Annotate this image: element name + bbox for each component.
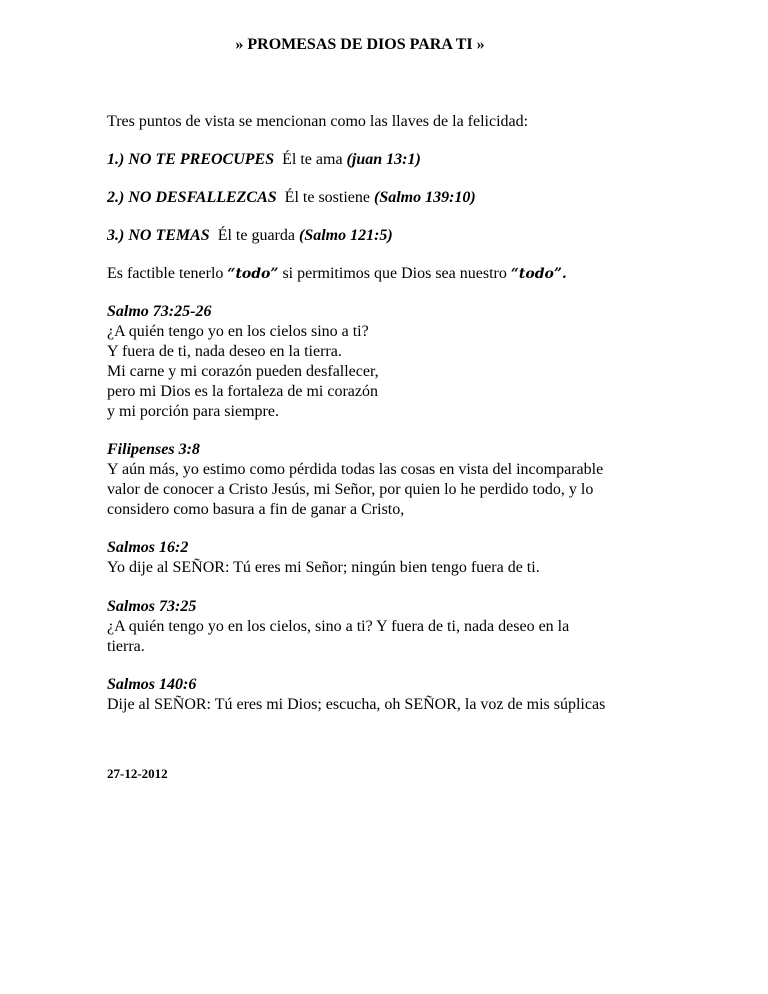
verse-line: Y aún más, yo estimo como pérdida todas las cosas en vista del incomparable (107, 461, 604, 478)
verse-salmos-16-2 (107, 538, 667, 578)
verse-line: Dije al SEÑOR: Tú eres mi Dios; escucha, oh SEÑOR, la voz de mis súplicas (107, 696, 606, 713)
factible-text-middle: si permitimos que Dios sea nuestro (282, 265, 507, 282)
point-1 (107, 150, 667, 170)
verse-reference: Salmo 73:25-26 (107, 303, 212, 320)
point-label: 3.) NO TEMAS (107, 227, 210, 244)
point-reference: (Salmo 121:5) (298, 227, 393, 244)
todo-emphasis: “todo”. (510, 266, 567, 282)
document-date: 27-12-2012 (107, 766, 168, 781)
factible-paragraph (107, 264, 667, 284)
page-title: » PROMESAS DE DIOS PARA TI » (235, 36, 485, 53)
intro-paragraph: Tres puntos de vista se mencionan como las llaves de la felicidad: (107, 113, 529, 130)
todo-emphasis: “todo” (227, 266, 279, 282)
point-text: Él te guarda (217, 227, 295, 244)
verse-line: ¿A quién tengo yo en los cielos, sino a ti? Y fuera de ti, nada deseo en la (107, 618, 570, 635)
point-text: Él te sostiene (284, 189, 370, 206)
verse-line: tierra. (107, 638, 145, 655)
verse-salmos-140-6 (107, 675, 667, 715)
point-text: Él te ama (282, 151, 343, 168)
point-3 (107, 226, 667, 246)
point-label: 2.) NO DESFALLEZCAS (107, 189, 277, 206)
verse-filipenses-3-8 (107, 440, 667, 520)
point-label: 1.) NO TE PREOCUPES (107, 151, 275, 168)
verse-line: ¿A quién tengo yo en los cielos sino a ti? (107, 323, 369, 340)
verse-reference: Filipenses 3:8 (107, 441, 200, 458)
verse-line: y mi porción para siempre. (107, 403, 279, 420)
point-2 (107, 188, 667, 208)
verse-line: Mi carne y mi corazón pueden desfallecer, (107, 363, 379, 380)
verse-salmos-73-25 (107, 597, 667, 657)
point-reference: (Salmo 139:10) (373, 189, 476, 206)
verse-reference: Salmos 16:2 (107, 539, 189, 556)
verse-reference: Salmos 73:25 (107, 598, 197, 615)
verse-line: pero mi Dios es la fortaleza de mi corazón (107, 383, 378, 400)
verse-line: valor de conocer a Cristo Jesús, mi Señor, por quien lo he perdido todo, y lo (107, 481, 594, 498)
verse-line: Y fuera de ti, nada deseo en la tierra. (107, 343, 342, 360)
verse-salmo-73-25-26 (107, 302, 667, 422)
verse-line: Yo dije al SEÑOR: Tú eres mi Señor; ningún bien tengo fuera de ti. (107, 559, 540, 576)
verse-reference: Salmos 140:6 (107, 676, 197, 693)
point-reference: (juan 13:1) (346, 151, 421, 168)
factible-text-before: Es factible tenerlo (107, 265, 224, 282)
verse-line: considero como basura a fin de ganar a Cristo, (107, 501, 405, 518)
